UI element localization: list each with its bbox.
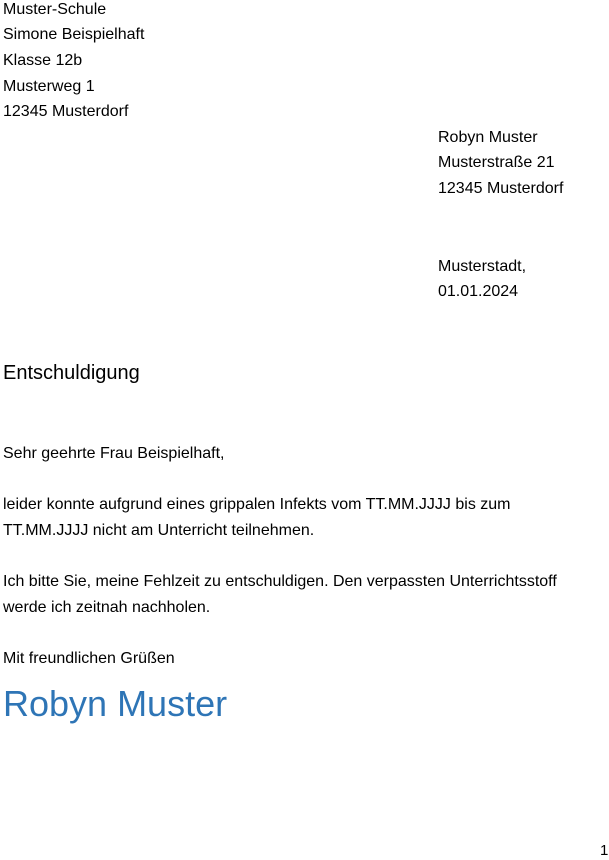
letter-salutation: Sehr geehrte Frau Beispielhaft, — [3, 445, 225, 462]
paragraph-2-line-2: werde ich zeitnah nachholen. — [3, 599, 211, 616]
sender-street: Musterweg 1 — [3, 78, 95, 95]
sender-school: Muster-Schule — [3, 1, 107, 18]
sender-city: 12345 Musterdorf — [3, 103, 129, 120]
signature-name: Robyn Muster — [3, 683, 228, 724]
letter-paragraph-2 — [3, 569, 603, 621]
recipient-street: Musterstraße 21 — [438, 154, 555, 171]
paragraph-1-line-1: leider konnte aufgrund eines grippalen Infekts vom TT.MM.JJJJ bis zum — [3, 496, 511, 513]
recipient-name: Robyn Muster — [438, 129, 538, 146]
letter-paragraph-1 — [3, 492, 603, 544]
letter-date: 01.01.2024 — [438, 283, 519, 300]
letter-closing: Mit freundlichen Grüßen — [3, 650, 175, 667]
page-number: 1 — [600, 842, 609, 859]
sender-class: Klasse 12b — [3, 52, 83, 69]
sender-teacher: Simone Beispielhaft — [3, 26, 145, 43]
letter-place: Musterstadt, — [438, 258, 527, 275]
recipient-city: 12345 Musterdorf — [438, 180, 564, 197]
paragraph-2-line-1: Ich bitte Sie, meine Fehlzeit zu entschuldigen. Den verpassten Unterrichtsstoff — [3, 573, 557, 590]
paragraph-1-line-2: TT.MM.JJJJ nicht am Unterricht teilnehmen. — [3, 522, 315, 539]
letter-subject: Entschuldigung — [3, 362, 140, 384]
